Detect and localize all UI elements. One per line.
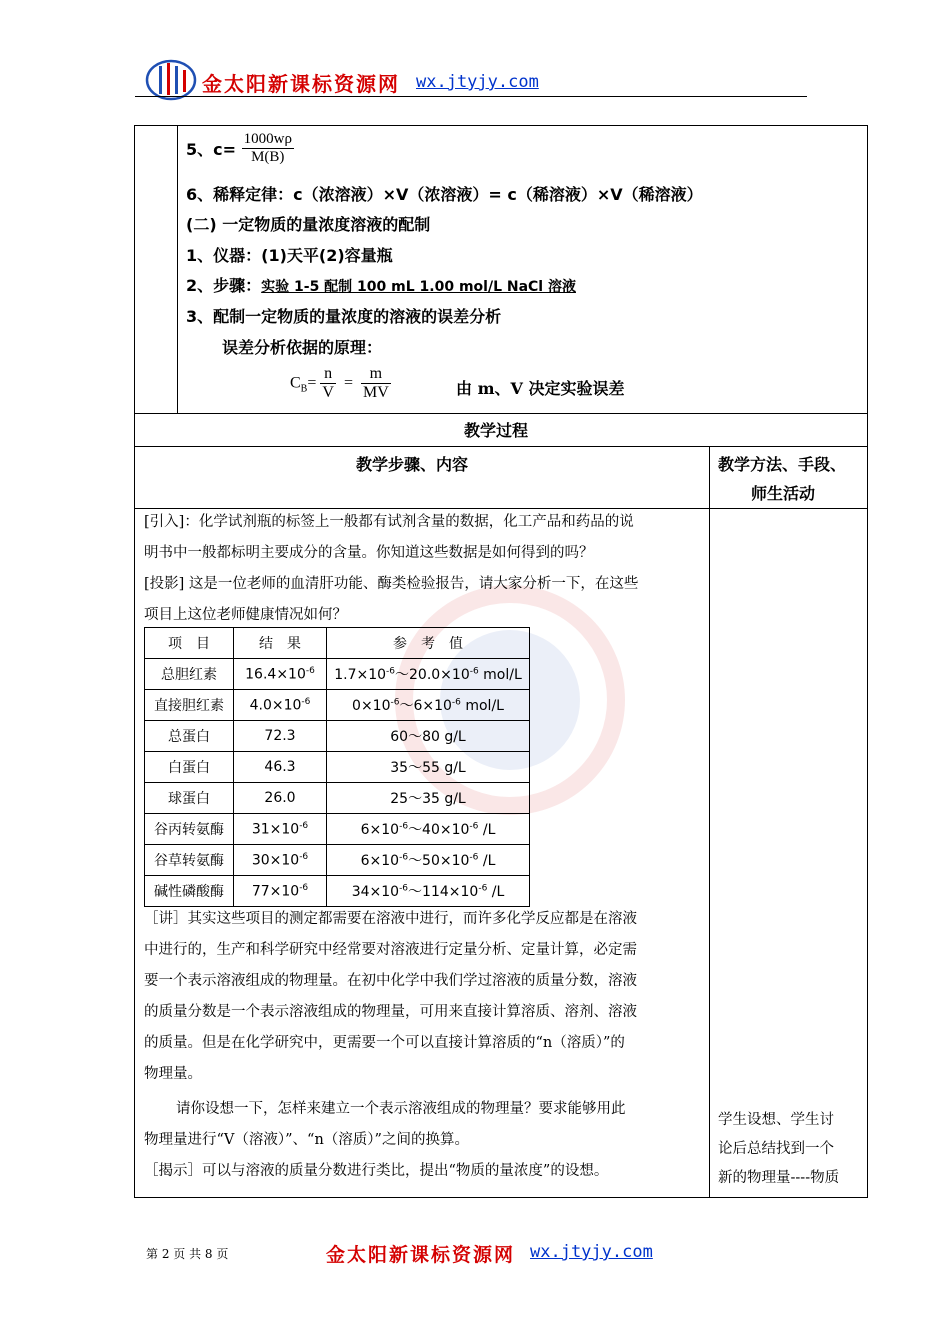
header-brand: 金太阳新课标资源网 [202, 72, 400, 96]
table-header-row [145, 628, 530, 659]
process-header-divider [709, 446, 710, 509]
blood-report-table [144, 627, 530, 907]
process-content-divider [709, 508, 710, 1198]
line-5-numerator: 1000wρ [243, 131, 292, 147]
col-methods-header-1: 教学方法、手段、 [718, 455, 847, 474]
item-error-analysis: 3、配制一定物质的量浓度的溶液的误差分析 [186, 307, 502, 326]
knowledge-box-divider [177, 125, 178, 414]
table-row: 谷丙转氨酶 $31\times 10^{-6}$ $6\times 10^{-6}\sim 40\times 10^{-6}$ /L [145, 814, 530, 845]
footer-page-number: 第 2 页 共 8 页 [146, 1247, 229, 1261]
item-instruments: 1、仪器：(1)天平(2)容量瓶 [186, 246, 393, 265]
steps-experiment-link[interactable]: 实验 1-5 配制 100 mL 1.00 mol/L NaCl 溶液 [261, 279, 576, 295]
lecture-paragraph: ［讲］其实这些项目的测定都需要在溶液中进行，而许多化学反应都是在溶液 中进行的，生产和科学研究中经常要对溶液进行定量分析、定量计算，必定需 要一个表示溶液组成的物理量。在初中化学中我们学过溶液的质量分数，溶液 的质量分数是一个表示溶液组成的物理量，可用来直接计算溶质、溶剂、溶液 的质量。但是在化学研究中，更需要一个可以直接计算溶质的“n（溶质）”的 物理量。 请你设想一下，怎样来建立一个表示溶液组成的物理量？要求能够用此 物理量进行“V（溶液）”、“n（溶质）”之间的换算。 ［揭示］可以与溶液的质量分数进行类比，提出“物质的量浓度”的设想。 [144, 911, 637, 1179]
table-row: 总胆红素 $16.4\times 10^{-6}$ $1.7\times 10^{-6}\sim 20.0\times 10^{-6}$ mol/L [145, 659, 530, 690]
header-rule [135, 96, 807, 97]
process-title: 教学过程 [464, 421, 529, 440]
th-result: 结 果 [234, 628, 327, 659]
header-site-link[interactable]: wx.jtyjy.com [416, 72, 539, 92]
formula-note: 由 m、V 决定实验误差 [456, 379, 625, 398]
table-row: 谷草转氨酶 $30\times 10^{-6}$ $6\times 10^{-6}\sim 50\times 10^{-6}$ /L [145, 845, 530, 876]
table-row: 球蛋白 26.0 25～35 g/L [145, 783, 530, 814]
side-note: 学生设想、学生讨 论后总结找到一个 新的物理量----物质 [718, 1112, 840, 1186]
principle-label: 误差分析依据的原理： [222, 338, 383, 357]
table-row: 直接胆红素 $4.0\times 10^{-6}$ $0\times 10^{-6}\sim 6\times 10^{-6}$ mol/L [145, 690, 530, 721]
knowledge-box [134, 125, 868, 414]
item-steps: 2、步骤：实验 1-5 配制 100 mL 1.00 mol/L NaCl 溶液 [186, 276, 576, 295]
dilution-law: 6、稀释定律：c（浓溶液）×V（浓溶液）= c（稀溶液）×V（稀溶液） [186, 185, 703, 204]
section-heading-2: (二) 一定物质的量浓度溶液的配制 [186, 215, 431, 234]
footer-brand: 金太阳新课标资源网 [326, 1244, 516, 1266]
table-row: 碱性磷酸酶 $77\times 10^{-6}$ $34\times 10^{-6}\sim 114\times 10^{-6}$ /L [145, 876, 530, 907]
table-row: 白蛋白 46.3 35～55 g/L [145, 752, 530, 783]
footer-site-link[interactable]: wx.jtyjy.com [530, 1242, 653, 1262]
th-reference: 参 考 值 [327, 628, 530, 659]
concentration-formula: $C_B=$ $\frac{n}{V}$ = $\frac{m}{MV}$ [290, 365, 389, 401]
line-5-denominator: M(B) [251, 149, 285, 165]
col-steps-header: 教学步骤、内容 [356, 455, 469, 474]
col-methods-header-2: 师生活动 [751, 484, 816, 503]
line-5: 5、c= $\frac{1000w\rho}{M(B)}$ [186, 131, 292, 165]
th-item: 项 目 [145, 628, 234, 659]
intro-paragraph: [引入]：化学试剂瓶的标签上一般都有试剂含量的数据，化工产品和药品的说 明书中一般都标明主要成分的含量。你知道这些数据是如何得到的吗？ [投影] 这是一位老师的血清肝功能、酶类检验报告，请大家分析一下，在这些 项目上这位老师健康情况如何？ [144, 514, 639, 623]
table-row: 总蛋白 72.3 60～80 g/L [145, 721, 530, 752]
